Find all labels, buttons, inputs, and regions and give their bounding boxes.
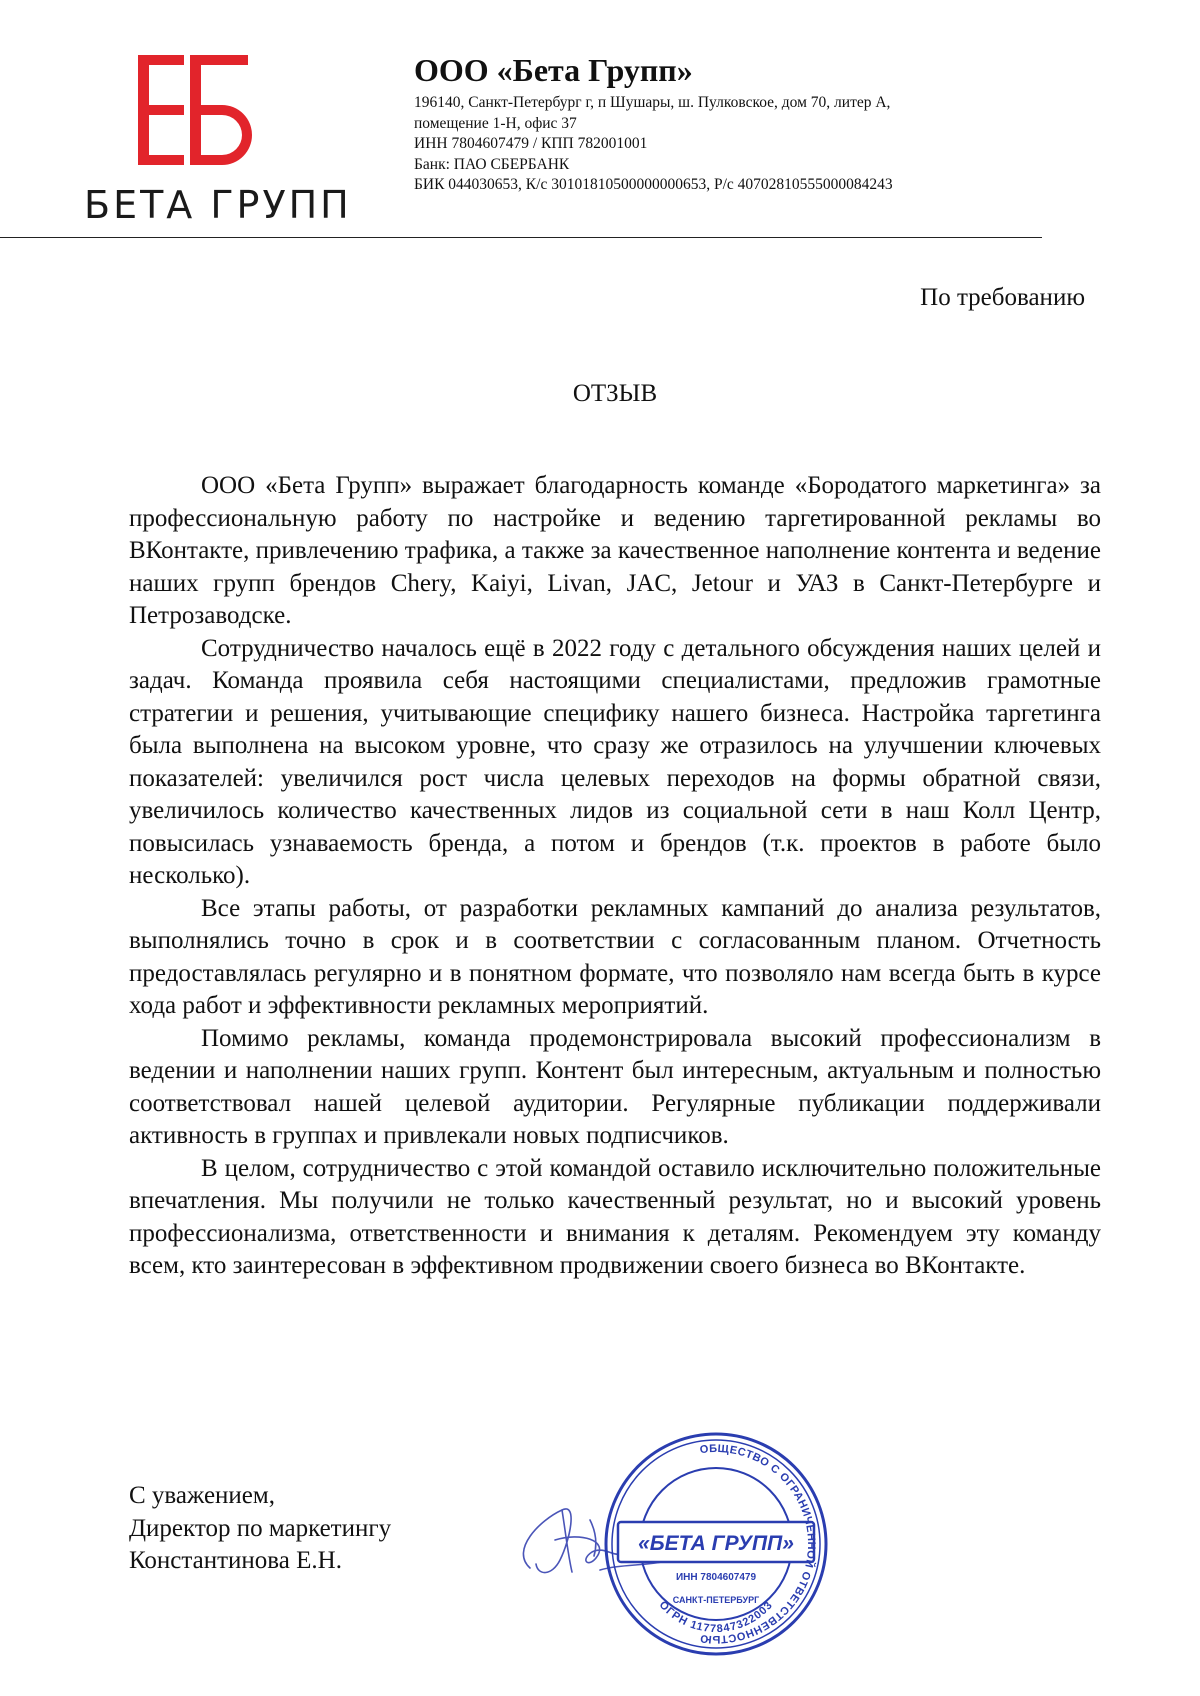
company-address-line2: помещение 1-Н, офис 37 xyxy=(414,114,577,132)
signatory-name: Константинова Е.Н. xyxy=(129,1547,342,1574)
company-bank: Банк: ПАО СБЕРБАНК xyxy=(414,155,570,173)
body-paragraph: Помимо рекламы, команда продемонстрировала высокий профессионализм в ведении и наполнении наших групп. Контент был интересным, актуальным и полностью соответствовал нашей целевой аудитории. Регулярные публикации поддерживали активность в группах и привлекали новых подписчиков. xyxy=(129,1024,1101,1149)
stamp-center-text: «БЕТА ГРУПП» xyxy=(638,1532,794,1555)
body-paragraph: Все этапы работы, от разработки рекламных кампаний до анализа результатов, выполнялись точно в срок и в соответствии с согласованным планом. Отчетность предоставлялась регулярно и в понятном формате, что позволяло нам всегда быть в курсе хода работ и эффективности рекламных мероприятий. xyxy=(129,894,1101,1019)
stamp-inn: ИНН 7804607479 xyxy=(675,1572,757,1583)
header-divider xyxy=(0,237,1042,238)
letter-body xyxy=(129,470,1101,1283)
company-address-line1: 196140, Санкт-Петербург г, п Шушары, ш. Пулковское, дом 70, литер А, xyxy=(414,94,891,111)
company-logo xyxy=(84,55,352,230)
company-tax-ids: ИНН 7804607479 / КПП 782001001 xyxy=(414,135,648,152)
logo-wordmark: БЕТА ГРУПП xyxy=(84,183,352,227)
letter-closing xyxy=(129,1480,391,1578)
company-accounts: БИК 044030653, К/с 30101810500000000653, Р/с 40702810555000084243 xyxy=(414,176,893,193)
stamp-ogrn: ОГРН 1177847322003 xyxy=(656,1599,776,1636)
company-name: ООО «Бета Групп» xyxy=(414,52,693,88)
document-title: ОТЗЫВ xyxy=(572,380,658,407)
body-paragraph: ООО «Бета Групп» выражает благодарность команде «Бородатого маркетинга» за профессиональную работу по настройке и ведению таргетированной рекламы во ВКонтакте, привлечению трафика, а также за качественное наполнение контента и ведение наших групп брендов Chery, Kaiyi, Livan, JAC, Jetour и УАЗ в Санкт-Петербурге и Петрозаводске. xyxy=(129,472,1101,629)
company-details xyxy=(414,93,1054,196)
signatory-position: Директор по маркетингу xyxy=(129,1514,392,1542)
company-requisites xyxy=(414,52,1054,196)
company-stamp xyxy=(600,1428,832,1660)
stamp-outer-text: ОБЩЕСТВО С ОГРАНИЧЕННОЙ ОТВЕТСТВЕННОСТЬЮ xyxy=(699,1442,818,1646)
body-paragraph: Сотрудничество началось ещё в 2022 году с детального обсуждения наших целей и задач. Команда проявила себя настоящими специалистами, предложив грамотные стратегии и решения, учитывающие специфику нашего бизнеса. Настройка таргетинга была выполнена на высоком уровне, что сразу же отразилось на улучшении ключевых показателей: увеличился рост числа целевых переходов на формы обратной связи, увеличилось количество качественных лидов из социальной сети в наш Колл Центр, повысилась узнаваемость бренда, а потом и брендов (т.к. проектов в работе было несколько). xyxy=(129,634,1101,889)
on-demand-note: По требованию xyxy=(920,284,1085,311)
body-paragraph: В целом, сотрудничество с этой командой оставило исключительно положительные впечатления. Мы получили не только качественный результат, но и высокий уровень профессионализма, ответственности и внимания к деталям. Рекомендуем эту команду всем, кто заинтересован в эффективном продвижении своего бизнеса во ВКонтакте. xyxy=(129,1154,1101,1279)
beta-group-monogram-icon xyxy=(134,55,264,170)
stamp-city: САНКТ-ПЕТЕРБУРГ xyxy=(672,1595,760,1605)
closing-regards: С уважением, xyxy=(129,1482,275,1509)
